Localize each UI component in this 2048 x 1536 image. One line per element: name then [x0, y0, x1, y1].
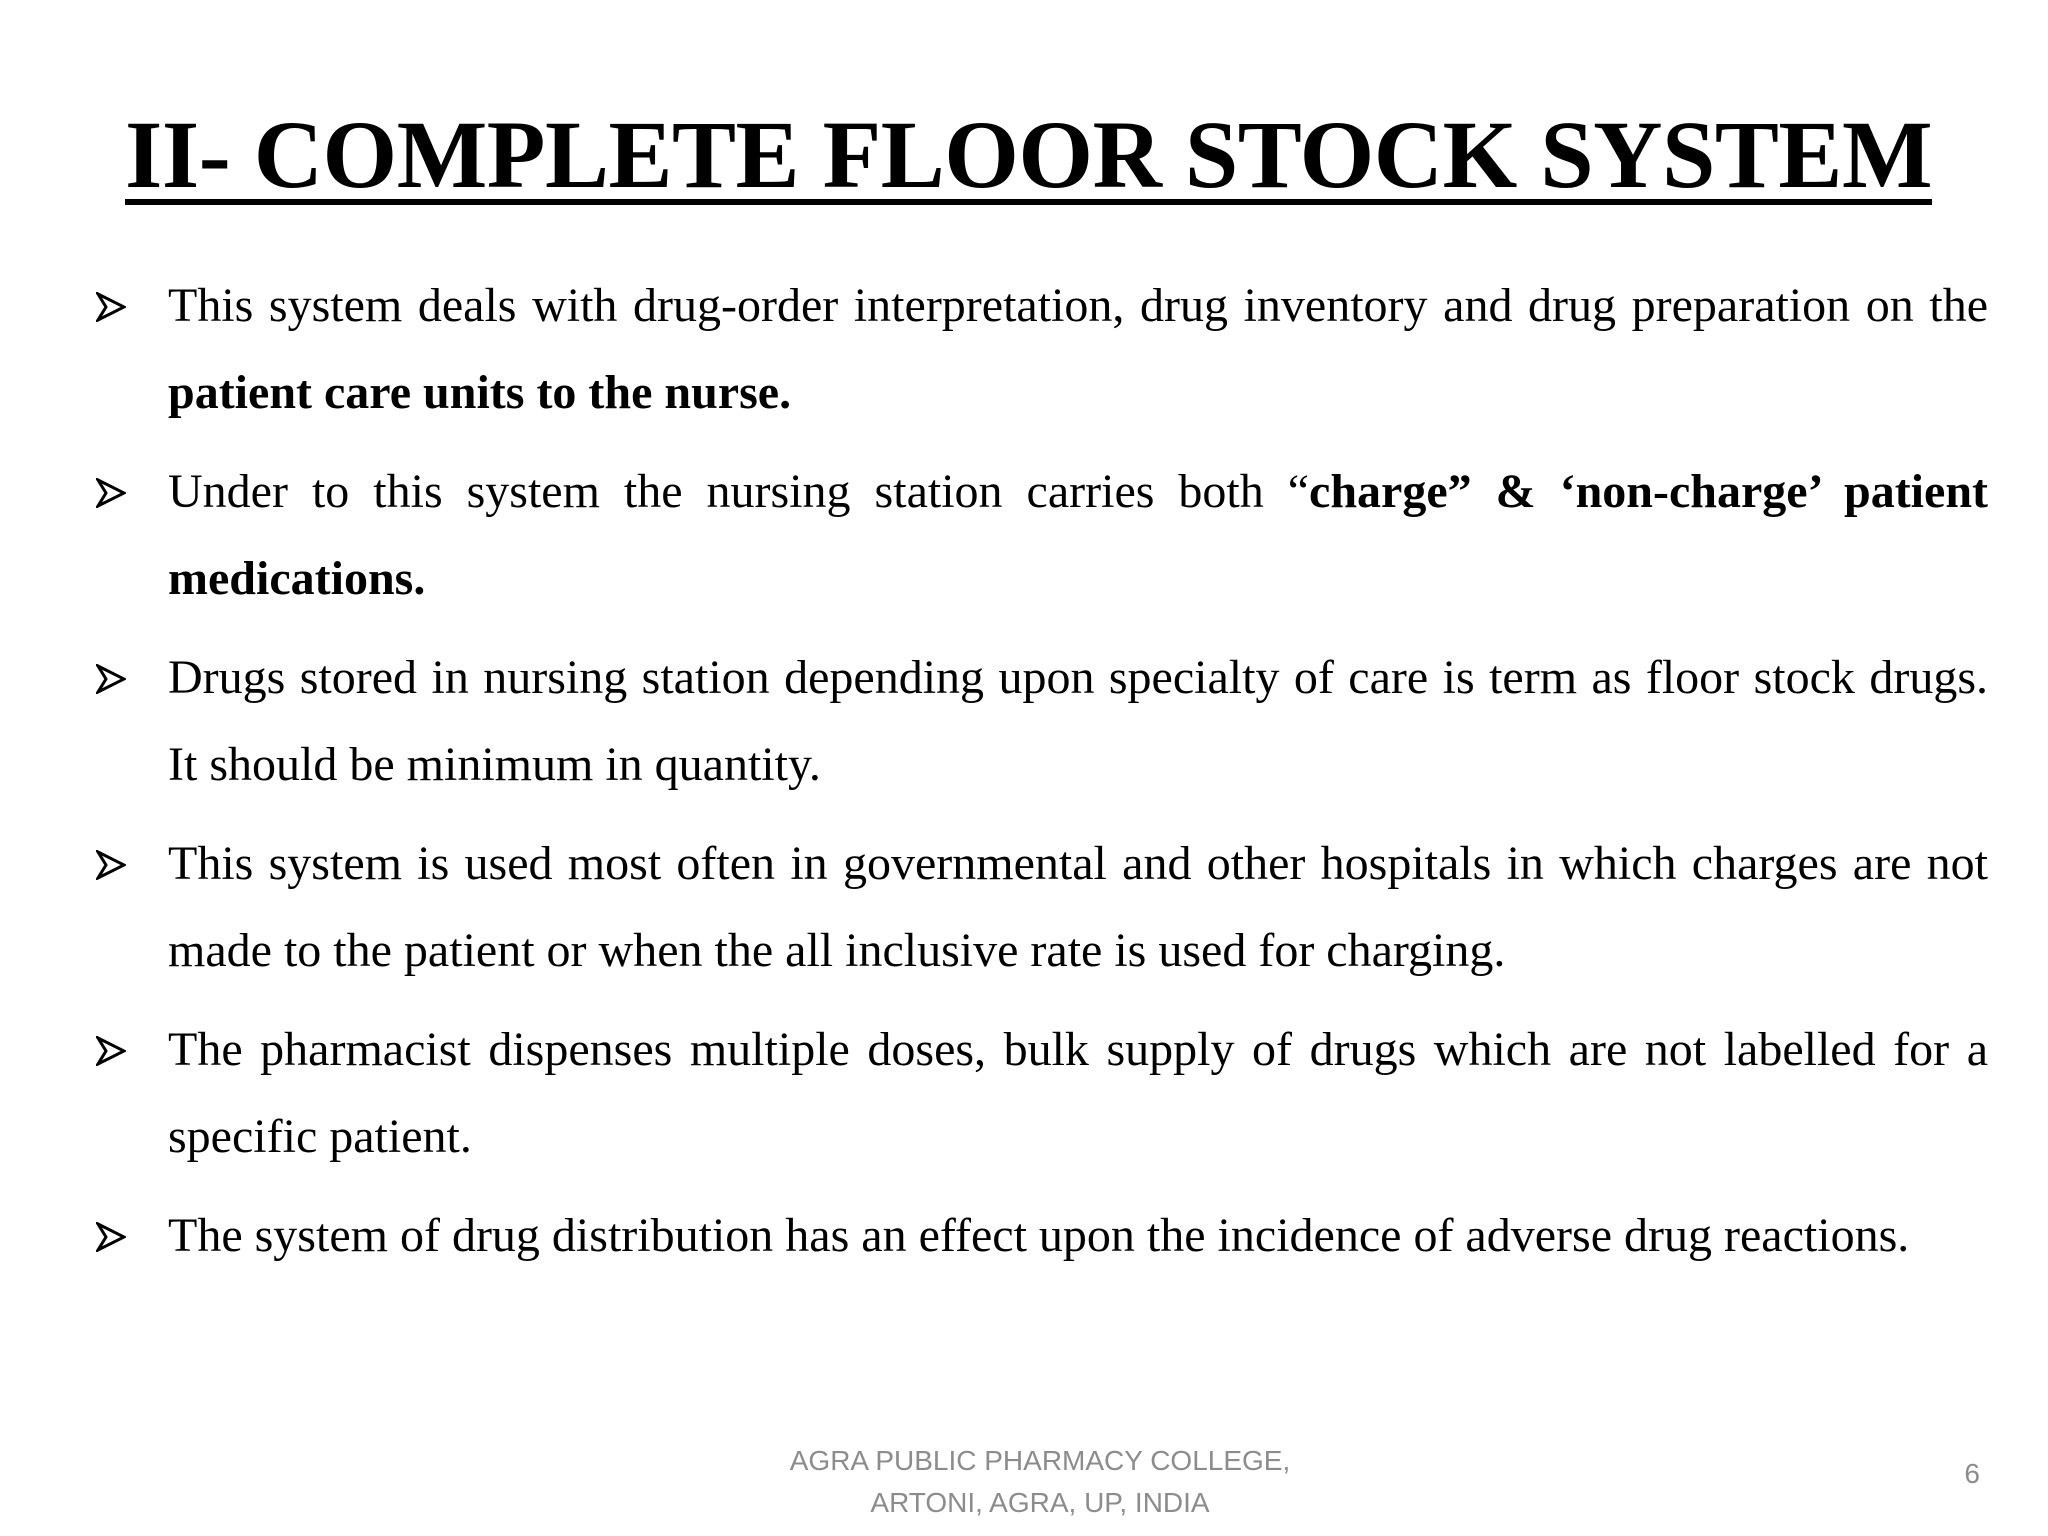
- arrowhead-bullet-icon: [96, 292, 126, 322]
- bullet-item: [90, 1006, 1988, 1180]
- bullet-text-bold: charge” & ‘non-charge’ patient medications.: [168, 465, 1988, 605]
- bullet-text: Under to this system the nursing station carries both “: [168, 465, 1310, 518]
- arrowhead-bullet-icon: [96, 850, 126, 880]
- footer-line-1: AGRA PUBLIC PHARMACY COLLEGE,: [789, 1445, 1291, 1476]
- bullet-text: This system is used most often in governmental and other hospitals in which charges are not made to the patient or when the all inclusive rate is used for charging.: [168, 837, 1988, 977]
- slide-title: II- COMPLETE FLOOR STOCK SYSTEM: [125, 101, 1933, 208]
- arrowhead-bullet-icon: [96, 664, 126, 694]
- arrowhead-bullet-icon: [96, 478, 126, 508]
- bullet-item: [90, 820, 1988, 994]
- arrowhead-bullet-icon: [96, 1036, 126, 1066]
- bullet-text: Drugs stored in nursing station depending upon specialty of care is term as floor stock drugs. It should be minimum in quantity.: [168, 651, 1988, 791]
- bullet-item: [90, 634, 1988, 808]
- footer-line-2: ARTONI, AGRA, UP, INDIA: [870, 1487, 1210, 1518]
- bullet-text: The pharmacist dispenses multiple doses, bulk supply of drugs which are not labelled for a specific patient.: [168, 1023, 1988, 1163]
- bullet-text-bold: patient care units to the nurse.: [168, 366, 792, 419]
- bullet-text: This system deals with drug-order interpretation, drug inventory and drug preparation on the: [168, 279, 1988, 332]
- bullet-list: [90, 262, 1988, 1291]
- bullet-item: [90, 448, 1988, 622]
- arrowhead-bullet-icon: [96, 1222, 126, 1252]
- bullet-item: [90, 262, 1988, 436]
- footer-institution: [760, 1440, 1320, 1524]
- bullet-item: [90, 1192, 1988, 1279]
- page-number: 6: [1964, 1458, 1980, 1489]
- bullet-text: The system of drug distribution has an effect upon the incidence of adverse drug reactions.: [168, 1209, 1910, 1262]
